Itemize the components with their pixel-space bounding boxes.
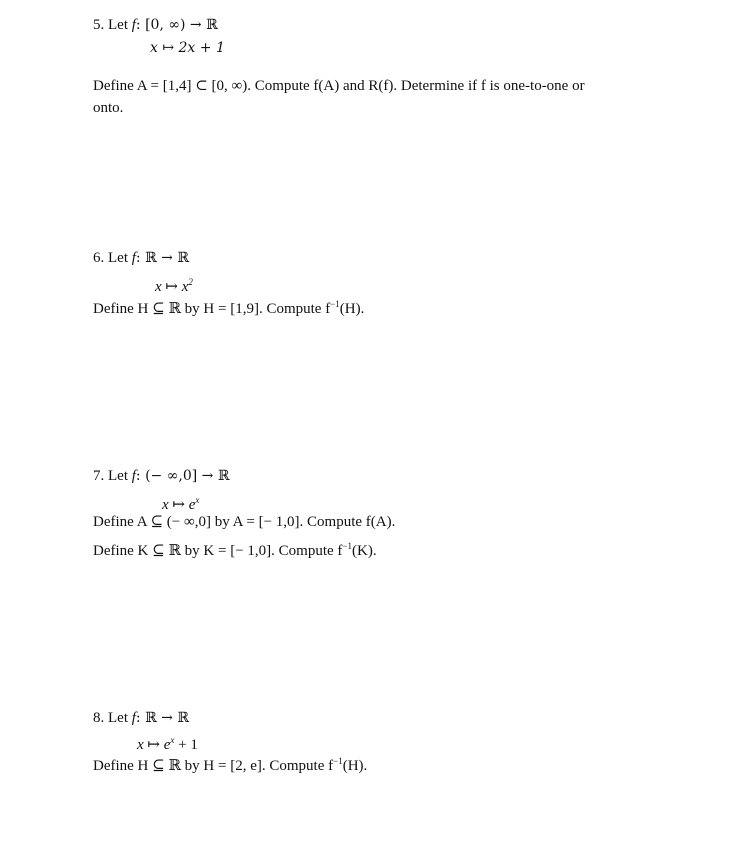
problem-6-rule-exponent: 2	[188, 277, 193, 287]
problem-8-define-after: (H).	[342, 758, 368, 774]
problem-7-header	[93, 467, 229, 485]
problem-8-map: : ℝ → ℝ	[135, 710, 189, 726]
problem-8-define-line-1	[93, 752, 367, 775]
problem-5-function-name: f	[131, 17, 136, 33]
problem-8-inverse-exponent: −1	[333, 756, 343, 766]
problem-5-number: 5.	[93, 17, 105, 33]
problem-5-rule: x ↦ 2x + 1	[150, 40, 225, 56]
problem-7-rule	[162, 491, 199, 514]
problem-6-define-text: Define H ⊆ ℝ by H = [1,9]. Compute f	[93, 301, 331, 317]
problem-6-define-after: (H).	[339, 301, 365, 317]
problem-7-inverse-exponent: −1	[342, 541, 352, 551]
problem-5-define-line-1: Define A = [1,4] ⊂ [0, ∞). Compute f(A) and R(f). Determine if f is one-to-one or	[93, 78, 585, 94]
problem-6-rule	[155, 273, 193, 296]
problem-6-rule-base: x ↦ x	[155, 279, 189, 295]
problem-8-number: 8.	[93, 710, 105, 726]
problem-8-define-text: Define H ⊆ ℝ by H = [2, e]. Compute f	[93, 758, 334, 774]
problem-8-rule-base: x ↦ e	[137, 737, 171, 753]
problem-5-map: : [0, ∞) → ℝ	[135, 17, 218, 33]
problem-6-let: Let	[108, 250, 128, 266]
problem-7-function-name: f	[131, 468, 136, 484]
problem-5-header	[93, 16, 218, 34]
problem-8-rule-exponent: x	[170, 735, 175, 745]
problem-5-define-line-2: onto.	[93, 100, 124, 116]
problem-8-rule	[137, 731, 198, 754]
problem-6-inverse-exponent: −1	[330, 299, 340, 309]
problem-7-rule-base: x ↦ e	[162, 497, 196, 513]
problem-6-header	[93, 249, 189, 267]
problem-8-let: Let	[108, 710, 128, 726]
problem-7-number: 7.	[93, 468, 105, 484]
problem-6-map: : ℝ → ℝ	[135, 250, 189, 266]
problem-7-define-line-2	[93, 537, 377, 560]
problem-7-define-text: Define K ⊆ ℝ by K = [− 1,0]. Compute f	[93, 543, 343, 559]
problem-7-let: Let	[108, 468, 128, 484]
problem-6-define-line-1	[93, 295, 364, 318]
problem-8-header	[93, 709, 189, 727]
problem-7-define-line-1: Define A ⊆ (− ∞,0] by A = [− 1,0]. Compute f(A).	[93, 514, 396, 530]
problem-6-function-name: f	[131, 250, 136, 266]
problem-7-define-after: (K).	[352, 543, 377, 559]
problem-5-let: Let	[108, 17, 128, 33]
problem-7-map: : (− ∞,0] → ℝ	[135, 468, 230, 484]
problem-8-rule-after: + 1	[174, 737, 198, 753]
problem-6-number: 6.	[93, 250, 105, 266]
problem-7-rule-exponent: x	[195, 495, 200, 505]
problem-8-function-name: f	[131, 710, 136, 726]
